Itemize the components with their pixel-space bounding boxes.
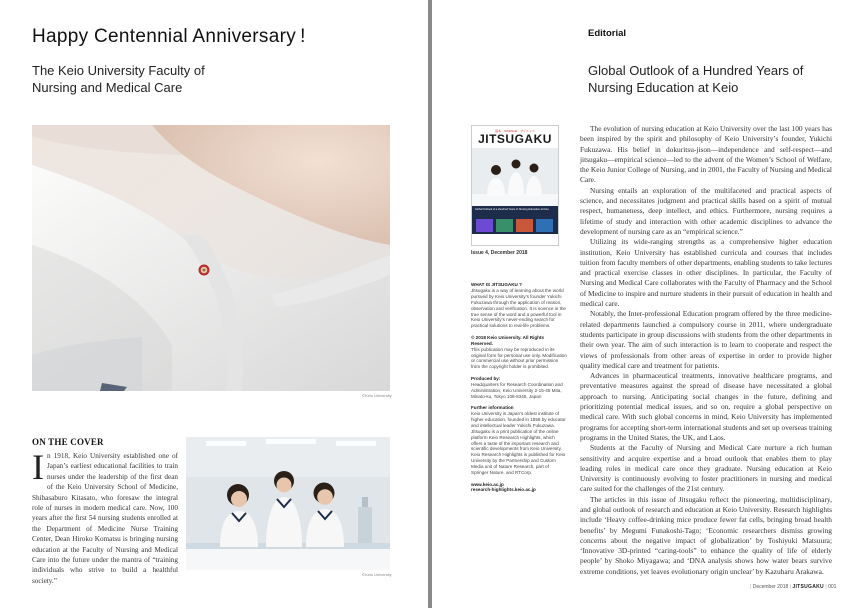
cover-description bbox=[32, 447, 178, 586]
page-footer bbox=[750, 584, 836, 590]
what-heading: WHAT IS JITSUGAKU ? bbox=[471, 282, 522, 287]
produced-text: Headquarters for Research Coordination and Administration, Keio University 2-15-45 Mita, Minato-ku, Tokyo 108-8345, Japan bbox=[471, 381, 563, 399]
footer-divider: | bbox=[789, 584, 791, 590]
produced-heading: Produced by: bbox=[471, 375, 501, 381]
copyright-heading: © 2018 Keio University. All Rights Reserved. bbox=[471, 334, 545, 346]
footer-divider: | bbox=[825, 584, 827, 590]
editorial-paragraph: The evolution of nursing education at Keio University over the last 100 years has been inspired by the spirit and philosophy of Keio University’s founder, Yukichi Fukuzawa. His belief in dokuritsu-jison—independence and self-respect—and jitsugaku—empirical science—led to the advent of the Women’s School of Welfare, the Keio Junior College of Nursing, and in 2001, the Faculty of Nursing and Medical Care. bbox=[580, 124, 832, 185]
section-label: Editorial bbox=[588, 28, 627, 39]
drop-cap: I bbox=[32, 447, 44, 487]
magazine-masthead: JITSUGAKU bbox=[478, 132, 552, 146]
nurse-uniform-illustration bbox=[32, 125, 390, 391]
photo-credit: ©Keio University bbox=[362, 393, 392, 398]
photo-credit: ©Keio University bbox=[362, 572, 392, 577]
nursing-students-photo bbox=[186, 437, 390, 570]
footer-brand: JITSUGAKU bbox=[792, 584, 824, 590]
cover-description-text: n 1918, Keio University established one of Japan’s earliest educational facilities to train nurses under the leadership of the first dean of the Keio University School of Medicine, Shibasaburo Kitasato, who foresaw the integral role of nurses in modern medical care. Now, 100 years after the first 54 nursing students enrolled at the Department of Medicine Nurse Training Center, Dean Hiroko Komatsu is bringing nursing education at the Faculty of Nursing and Medical Care into the future under the mantra of “training individuals who strive to build a healthful society.” bbox=[32, 452, 178, 585]
issue-label: Issue 4, December 2018 bbox=[471, 250, 528, 256]
page-number: 001 bbox=[828, 584, 837, 590]
page-title: Happy Centennial Anniversary ! bbox=[32, 26, 306, 47]
further-heading: Further information bbox=[471, 405, 514, 411]
right-page bbox=[432, 0, 860, 608]
magazine-banner-text: Global Outlook of a Hundred Years of Nursing Education at Keio bbox=[475, 208, 549, 211]
magazine-thumbnails bbox=[472, 216, 559, 234]
magazine-banner bbox=[472, 206, 558, 234]
on-the-cover-heading: ON THE COVER bbox=[32, 437, 104, 447]
footer-divider: | bbox=[750, 584, 752, 590]
editorial-paragraph: Utilizing its wide-ranging strengths as a comprehensive higher education institution, Keio University has established curricula and courses that includes tuition from faculty members of other departments, enabling students to take lectures and practical exercise classes in other disciplines. In particular, the Faculty of Nursing and Medical Care collaborates with the Faculty of Pharmacy and the School of Medicine to inspire and nurture students in their pursuit of education in health and medical care. bbox=[580, 237, 832, 309]
page-subtitle: The Keio University Faculty of Nursing and Medical Care bbox=[32, 63, 205, 95]
footer-date: December 2018 bbox=[752, 584, 789, 590]
magazine-topline: 基本 SCIENCE サイエンス bbox=[495, 129, 535, 133]
editorial-paragraph: Advances in pharmaceutical treatments, innovative healthcare programs, and preventative measures against the spread of disease have necessitated a global approach to nursing. Anticipating social changes in the future, defining and prioritizing potential medical issues, and so on, require a global perspective on medical care. With such global concerns in mind, Keio University has implemented programs for accepting short-term international students and set up overseas training programs in the United States, the UK, and Laos. bbox=[580, 371, 832, 442]
what-text: Jitsugaku is a way of learning about the world pursued by Keio University’s founder Yukichi Fukuzawa through the application of reason, observation and verification. It is science in the true sense of the word and a powerful tool in Keio University’s never-ending search for practical solutions to real-life problems. bbox=[471, 287, 566, 329]
students-illustration bbox=[186, 437, 390, 570]
editorial-body bbox=[580, 124, 832, 577]
website-link[interactable]: www.keio.ac.jp bbox=[471, 481, 504, 487]
editorial-title: Global Outlook of a Hundred Years of Nursing Education at Keio bbox=[588, 63, 804, 95]
editorial-paragraph: Notably, the Inter-professional Education program offered by the three medicine-related departments launched a compulsory course in 2011, where undergraduate students participate in group discussions with students from the other departments in their own year. The aim of such interaction is to learn to cooperate and respect the views of professionals from other areas of expertise in order to provide higher quality medical care and treatment for patients. bbox=[580, 309, 832, 370]
further-text: Keio University is Japan’s oldest institute of higher education, founded in 1858 by educator and intellectual leader Yukichi Fukuzawa. Jitsugaku is a print publication of the online platform Keio Research Highlights, which offers a taste of the important research and scientific developments from Keio University. Keio Research Highlights is published for Keio University by the Partnership and Custom Media unit of Nature Research, part of Springer Nature, and RTCorp. bbox=[471, 411, 566, 476]
editorial-paragraph: Students at the Faculty of Nursing and Medical Care nurture a rich human sensitivity and acquire expertise and a broad outlook that enables them to play leading roles in medical care once they graduate. Nursing education at Keio University is continuously evolving to foster practitioners in nursing and medical care suited for the challenges of the 21st century. bbox=[580, 443, 832, 494]
copyright-text: This publication may be reproduced in its original form for personal use only. Modification or commercial use without prior permission from the copyright holder is prohibited. bbox=[471, 346, 567, 370]
magazine-cover bbox=[471, 125, 559, 246]
editorial-paragraph: The articles in this issue of Jitsugaku reflect the pioneering, multidisciplinary, and global outlook of research and education at Keio University. Research highlights include ‘Heavy coffee-drinking mice produce fewer fat cells, bringing broad health benefits’ by Megumi Funakoshi-Tago; ‘Economic researchers dismiss growing concerns about the negative impact of globalization’ by Toshiyuki Matsuura; ‘Innovative 3D-printed “caring-tools” to enhance the quality of life of elderly people’ by Shoko Miyagawa; and ‘DNA analysis shows how water bears survive extreme conditions, yet leaves evolutionary origin unclear’ by Kazuharu Arakawa. bbox=[580, 494, 832, 576]
left-page bbox=[0, 0, 428, 608]
cover-photo bbox=[32, 125, 390, 391]
research-highlights-link[interactable]: research-highlights.keio.ac.jp bbox=[471, 487, 536, 493]
editorial-paragraph: Nursing entails an exploration of the multifaceted and practical aspects of science, and necessitates judgment and practical skills based on a spirit of mutual respect, humaneness, deep intellect, and ethics. Furthermore, nursing requires a lifetime of study and interaction with other academic disciplines to advance the development of nursing care as an “empirical science.” bbox=[580, 185, 832, 236]
magazine-cover-photo bbox=[472, 148, 559, 206]
masthead-info bbox=[471, 282, 567, 499]
